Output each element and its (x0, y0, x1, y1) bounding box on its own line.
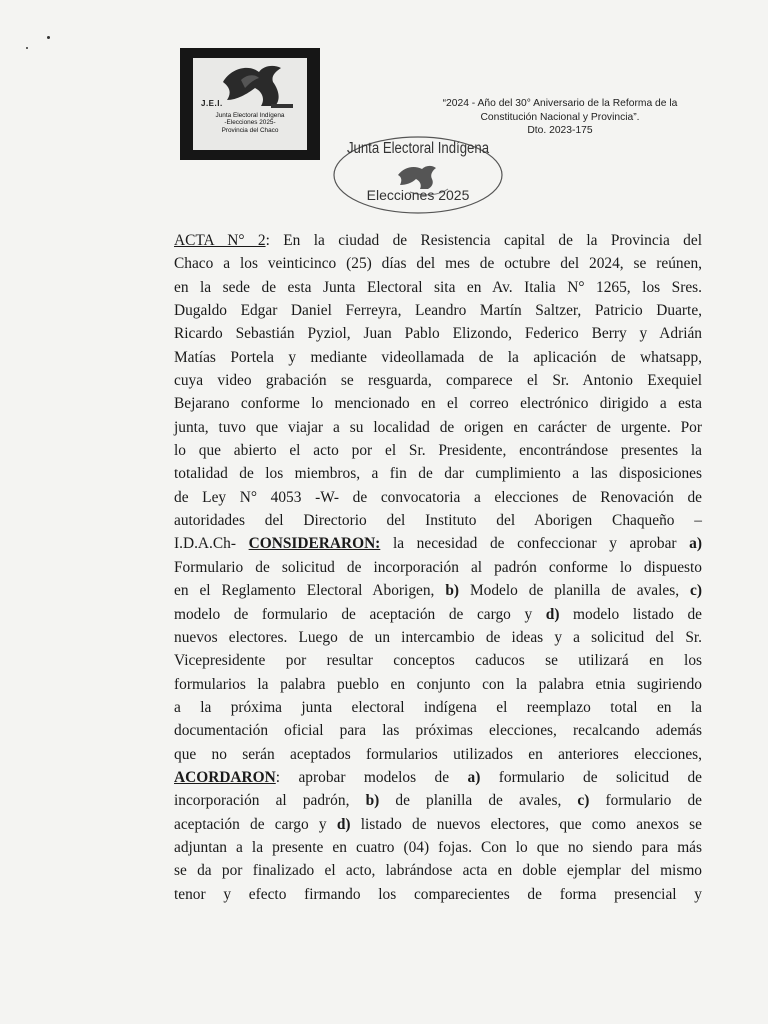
text-line (174, 813, 702, 836)
text-segment: formulario de solicitud de (480, 768, 702, 786)
text-segment: modelo de formulario de aceptación de cargo y (174, 605, 546, 623)
text-segment: : En la ciudad de Resistencia capital de la Provincia del (265, 232, 702, 249)
text-line: nuevos electores. Luego de un intercambio de ideas y a solicitud del Sr. (174, 628, 702, 646)
text-segment: de planilla de avales, (379, 792, 578, 810)
scan-speck (26, 47, 28, 49)
text-line: Chaco a los veinticinco (25) días del mes de octubre del 2024, se reúnen, (174, 255, 702, 273)
text-line (174, 532, 702, 555)
text-line: totalidad de los miembros, a fin de dar cumplimiento a las disposiciones (174, 465, 702, 483)
text-segment: formulario de (589, 792, 702, 810)
text-segment: Modelo de planilla de avales, (459, 582, 691, 600)
text-line: en la sede de esta Junta Electoral sita en Av. Italia N° 1265, los Sres. (174, 278, 702, 296)
text-line: documentación oficial para las próximas elecciones, recalcando además (174, 722, 702, 740)
text-segment: incorporación al padrón, (174, 792, 366, 810)
official-stamp (332, 135, 504, 215)
text-line: autoridades del Directorio del Instituto del Aborigen Chaqueño – (174, 512, 702, 530)
item-marker: d) (545, 605, 560, 623)
acordaron-heading: ACORDARON (174, 768, 276, 786)
text-line: Formulario de solicitud de incorporación al padrón conforme lo dispuesto (174, 558, 702, 576)
text-line: Dugaldo Edgar Daniel Ferreyra, Leandro Martín Saltzer, Patricio Duarte, (174, 302, 702, 320)
text-line: junta, tuvo que viajar a su localidad de origen en carácter de urgente. Por (174, 418, 702, 436)
scan-speck (47, 36, 50, 39)
item-marker: b) (365, 792, 380, 810)
text-line: que no serán aceptados formularios utilizados en anteriores elecciones, (174, 745, 702, 763)
text-line: a la próxima junta electoral indígena el reemplazo total en la (174, 698, 702, 716)
item-marker: c) (577, 792, 590, 810)
acta-number: ACTA N° 2 (174, 232, 266, 249)
text-line (174, 603, 702, 626)
text-segment: listado de nuevos electores, que como anexos se (350, 815, 702, 833)
text-line: cuya video grabación se resguarda, comparece el Sr. Antonio Exequiel (174, 372, 702, 390)
text-line (174, 229, 702, 252)
text-line (174, 579, 702, 602)
logo-panel (193, 58, 307, 150)
text-line (174, 766, 702, 789)
header-line: Dto. 2023-175 (527, 125, 593, 136)
text-line (174, 789, 702, 812)
text-segment: en el Reglamento Electoral Aborigen, (174, 582, 446, 600)
consideraron-heading: CONSIDERARON: (248, 535, 381, 553)
text-line: Bejarano conforme lo mencionado en el correo electrónico dirigido a esta (174, 395, 702, 413)
item-marker: c) (690, 582, 702, 600)
text-line: adjuntan a la presente en cuatro (04) fojas. Con lo que no siendo para más (174, 838, 702, 856)
institution-logo (180, 48, 320, 160)
stamp-subtitle: Elecciones 2025 (366, 187, 470, 203)
item-marker: d) (336, 815, 351, 833)
logo-line: Provincia del Chaco (221, 126, 279, 134)
logo-acronym: J.E.I. (201, 99, 223, 108)
text-line: Ricardo Sebastián Pyziol, Juan Pablo Elizondo, Federico Berry y Adrián (174, 325, 702, 343)
commemorative-header (400, 97, 720, 138)
acta-body (174, 229, 702, 906)
text-line: Vicepresidente por resultar conceptos caducos se utilizará en los (174, 652, 702, 670)
text-segment: la necesidad de confeccionar y aprobar (380, 535, 690, 553)
item-marker: a) (689, 535, 702, 553)
logo-line: Junta Electoral Indígena (215, 112, 285, 119)
text-segment: modelo listado de (559, 605, 702, 623)
text-line: lo que abierto el acto por el Sr. Presidente, encontrándose presentes la (174, 442, 702, 460)
text-line: tenor y efecto firmando los comparecientes de forma presencial y (174, 885, 702, 903)
text-line: Matías Portela y mediante videollamada de la aplicación de whatsapp, (174, 348, 702, 366)
text-segment: I.D.A.Ch- (174, 535, 249, 553)
header-line: “2024 - Año del 30° Aniversario de la Reforma de la (442, 98, 678, 109)
text-line: de Ley N° 4053 -W- de convocatoria a elecciones de Renovación de (174, 488, 702, 506)
item-marker: a) (467, 768, 481, 786)
header-line: Constitución Nacional y Provincia”. (480, 111, 640, 123)
logo-caption (193, 112, 307, 134)
stamp-title: Junta Electoral Indígena (346, 140, 490, 157)
text-line: se da por finalizado el acto, labrándose acta en doble ejemplar del mismo (174, 862, 702, 880)
text-line: formularios la palabra pueblo en conjunto con la palabra etnia sugiriendo (174, 675, 702, 693)
item-marker: b) (445, 582, 460, 600)
text-segment: : aprobar modelos de (275, 768, 468, 786)
text-segment: aceptación de cargo y (174, 815, 337, 833)
logo-line: -Elecciones 2025- (224, 119, 276, 127)
